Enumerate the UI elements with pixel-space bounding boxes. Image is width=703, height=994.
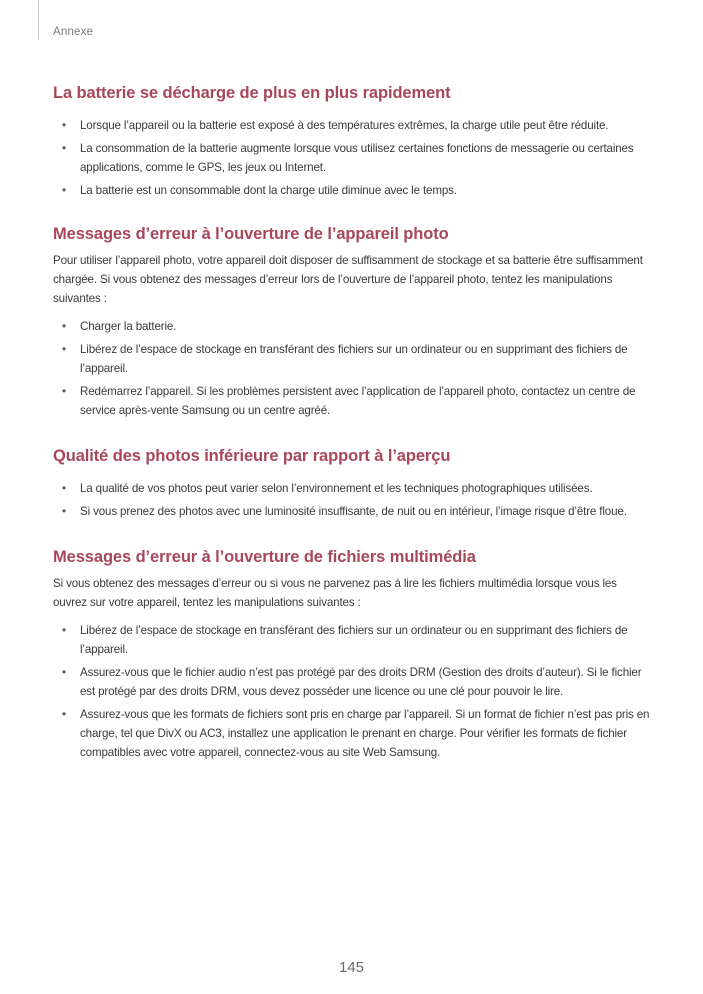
list-item: [53, 382, 653, 420]
list-item: [53, 181, 653, 200]
bullet-dot: •: [62, 184, 66, 197]
list-item-text: La qualité de vos photos peut varier selon l’environnement et les techniques photographiques utilisées.: [80, 482, 593, 495]
list-item: [53, 502, 653, 521]
bullet-list: [53, 621, 653, 762]
section-media-errors: [53, 546, 653, 762]
bullet-dot: •: [62, 482, 66, 495]
running-head: Annexe: [53, 26, 94, 38]
bullet-dot: •: [62, 385, 66, 398]
list-item-text: Libérez de l’espace de stockage en transférant des fichiers sur un ordinateur ou en supprimant des fichiers de l’appareil.: [80, 343, 628, 375]
list-item: [53, 705, 653, 762]
section-photo-quality: [53, 445, 653, 521]
list-item-text: Assurez-vous que les formats de fichiers sont pris en charge par l’appareil. Si un format de fichier n’est pas pris en charge, tel que DivX ou AC3, installez une application le prenant en charge. Pour vérifier les formats de fichier compatibles avec votre appareil, connectez-vous au site Web Samsung.: [80, 708, 650, 759]
list-item: [53, 317, 653, 336]
bullet-dot: •: [62, 666, 66, 679]
list-item-text: La consommation de la batterie augmente lorsque vous utilisez certaines fonctions de messagerie ou certaines applications, comme le GPS, les jeux ou Internet.: [80, 142, 634, 174]
bullet-list: [53, 479, 653, 521]
list-item-text: La batterie est un consommable dont la charge utile diminue avec le temps.: [80, 184, 457, 197]
bullet-dot: •: [62, 505, 66, 518]
list-item: [53, 621, 653, 659]
margin-rule: [38, 0, 39, 40]
list-item-text: Charger la batterie.: [80, 320, 177, 333]
page-content: [53, 82, 653, 766]
section-camera-errors: [53, 223, 653, 420]
list-item-text: Si vous prenez des photos avec une luminosité insuffisante, de nuit ou en intérieur, l’image risque d’être floue.: [80, 505, 627, 518]
list-item: [53, 116, 653, 135]
list-item: [53, 663, 653, 701]
list-item: [53, 340, 653, 378]
section-title: Qualité des photos inférieure par rapport à l’aperçu: [53, 447, 451, 465]
bullet-dot: •: [62, 142, 66, 155]
section-title: Messages d’erreur à l’ouverture de l’appareil photo: [53, 225, 449, 243]
bullet-dot: •: [62, 624, 66, 637]
section-battery-drain: [53, 82, 653, 200]
bullet-list: [53, 116, 653, 200]
list-item-text: Redémarrez l’appareil. Si les problèmes persistent avec l’application de l’appareil photo, contactez un centre de service après-vente Samsung ou un centre agréé.: [80, 385, 636, 417]
bullet-dot: •: [62, 708, 66, 721]
list-item: [53, 479, 653, 498]
bullet-dot: •: [62, 119, 66, 132]
list-item-text: Assurez-vous que le fichier audio n’est pas protégé par des droits DRM (Gestion des droits d’auteur). Si le fichier est protégé par des droits DRM, vous devez posséder une licence ou une clé pour pouvoir le lire.: [80, 666, 642, 698]
section-intro: Pour utiliser l’appareil photo, votre appareil doit disposer de suffisamment de stockage et sa batterie être suffisamment chargée. Si vous obtenez des messages d’erreur lors de l’ouverture de l’appareil photo, tentez les manipulations suivantes :: [53, 254, 643, 305]
bullet-list: [53, 317, 653, 420]
list-item: [53, 139, 653, 177]
list-item-text: Lorsque l’appareil ou la batterie est exposé à des températures extrêmes, la charge utile peut être réduite.: [80, 119, 609, 132]
section-title: Messages d’erreur à l’ouverture de fichiers multimédia: [53, 548, 476, 566]
bullet-dot: •: [62, 343, 66, 356]
section-intro: Si vous obtenez des messages d’erreur ou si vous ne parvenez pas à lire les fichiers multimédia lorsque vous les ouvrez sur votre appareil, tentez les manipulations suivantes :: [53, 577, 617, 609]
bullet-dot: •: [62, 320, 66, 333]
page-number: 145: [338, 959, 365, 976]
list-item-text: Libérez de l’espace de stockage en transférant des fichiers sur un ordinateur ou en supprimant des fichiers de l’appareil.: [80, 624, 628, 656]
section-title: La batterie se décharge de plus en plus rapidement: [53, 84, 451, 102]
